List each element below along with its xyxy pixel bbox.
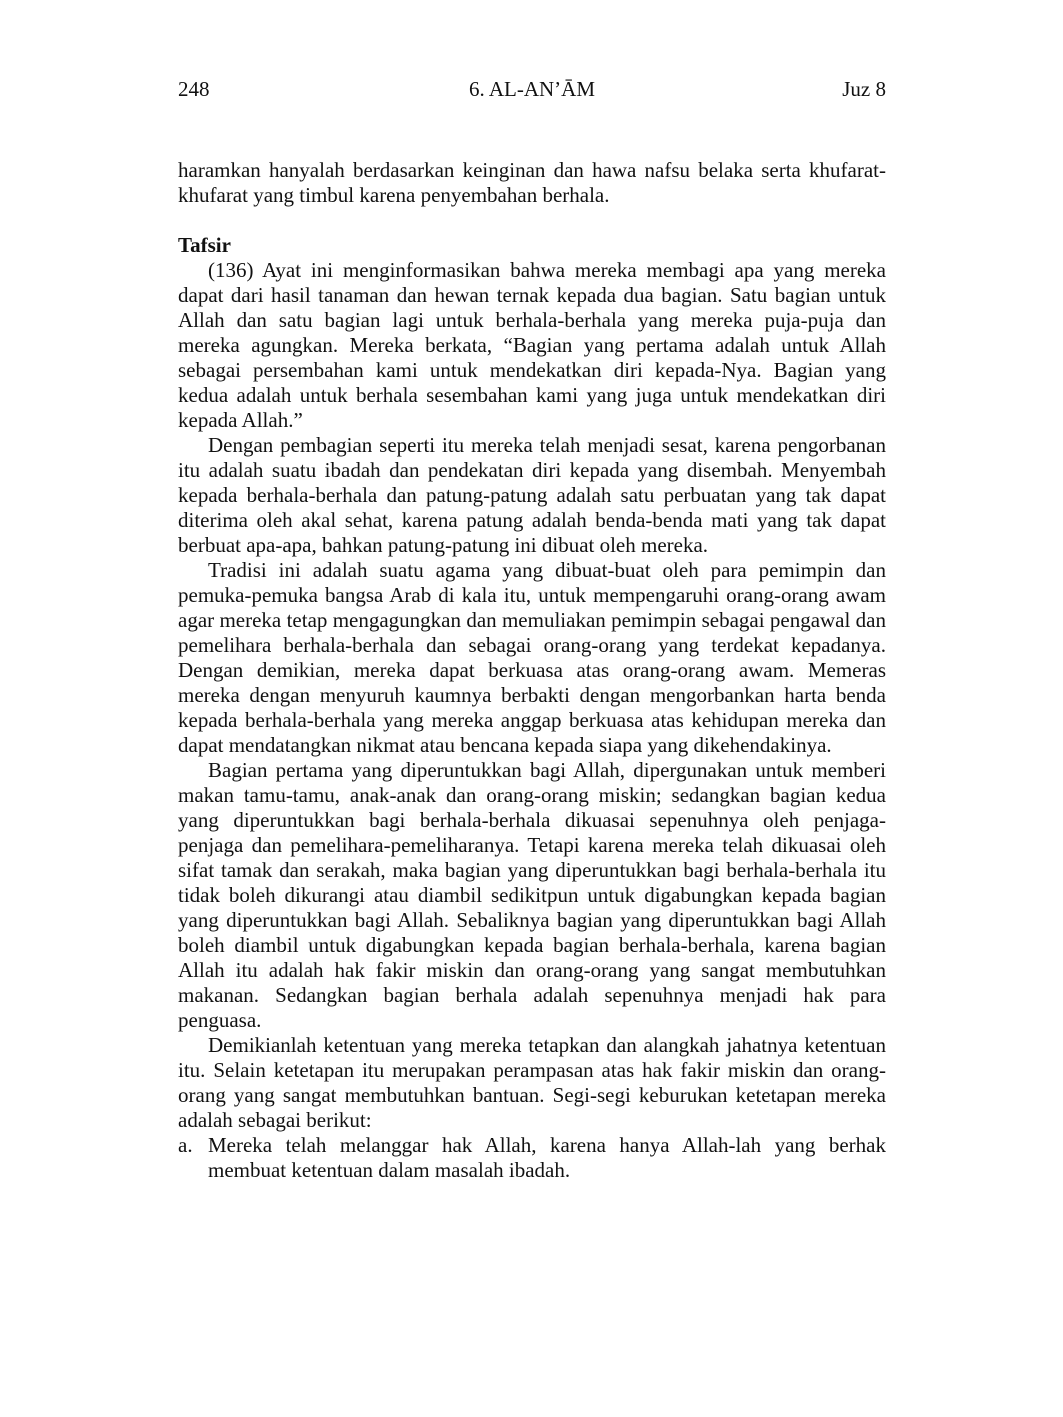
list-marker: a. bbox=[178, 1133, 193, 1157]
intro-paragraph: haramkan hanyalah berdasarkan keinginan dan hawa nafsu belaka serta khufarat-khufarat yang timbul karena penyembahan berhala. bbox=[178, 158, 886, 207]
juz-label: Juz 8 bbox=[842, 77, 886, 101]
paragraph-5: Demikianlah ketentuan yang mereka tetapkan dan alangkah jahatnya ketentuan itu. Selain ketetapan itu merupakan perampasan atas hak fakir miskin dan orang-orang yang sangat membutuhkan bantuan. Segi-segi keburukan ketetapan mereka adalah sebagai berikut: bbox=[178, 1033, 886, 1132]
paragraph-1: (136) Ayat ini menginformasikan bahwa mereka membagi apa yang mereka dapat dari hasil tanaman dan hewan ternak kepada dua bagian. Satu bagian untuk Allah dan satu bagian lagi untuk berhala-berhala yang mereka puja-puja dan mereka agungkan. Mereka berkata, “Bagian yang pertama adalah untuk Allah sebagai persembahan kami untuk mendekatkan diri kepada-Nya. Bagian yang kedua adalah untuk berhala sesembahan kami yang juga untuk mendekatkan diri kepada Allah.” bbox=[178, 258, 886, 432]
section-heading: Tafsir bbox=[178, 233, 231, 257]
body-text bbox=[178, 158, 886, 1183]
paragraph-3: Tradisi ini adalah suatu agama yang dibuat-buat oleh para pemimpin dan pemuka-pemuka bangsa Arab di kala itu, untuk mempengaruhi orang-orang awam agar mereka tetap mengagungkan dan memuliakan pemimpin sebagai pengawal dan pemelihara berhala-berhala dan sebagai orang-orang yang terdekat kepadanya. Dengan demikian, mereka dapat berkuasa atas orang-orang awam. Memeras mereka dengan menyuruh kaumnya berbakti dengan mengorbankan harta benda kepada berhala-berhala yang mereka anggap berkuasa atas kehidupan mereka dan dapat mendatangkan nikmat atau bencana kepada siapa yang dikehendakinya. bbox=[178, 558, 886, 757]
keburukan-list bbox=[178, 1133, 886, 1183]
page-number: 248 bbox=[178, 77, 210, 101]
list-item bbox=[178, 1133, 886, 1183]
list-item-text: Mereka telah melanggar hak Allah, karena hanya Allah-lah yang berhak membuat ketentuan dalam masalah ibadah. bbox=[208, 1133, 886, 1182]
running-header bbox=[178, 76, 886, 102]
paragraph-4: Bagian pertama yang diperuntukkan bagi Allah, dipergunakan untuk memberi makan tamu-tamu, anak-anak dan orang-orang miskin; sedangkan bagian kedua yang diperuntukkan bagi berhala-berhala dikuasai sepenuhnya oleh penjaga-penjaga dan pemelihara-pemeliharanya. Tetapi karena mereka telah dikuasai oleh sifat tamak dan serakah, maka bagian yang diperuntukkan bagi berhala-berhala itu tidak boleh dikurangi atau diambil sedikitpun untuk digabungkan kepada bagian yang diperuntukkan bagi Allah. Sebaliknya bagian yang diperuntukkan bagi Allah boleh diambil untuk digabungkan kepada bagian berhala-berhala, karena bagian Allah itu adalah hak fakir miskin dan orang-orang yang sangat membutuhkan makanan. Sedangkan bagian berhala adalah sepenuhnya menjadi hak para penguasa. bbox=[178, 758, 886, 1032]
paragraph-2: Dengan pembagian seperti itu mereka telah menjadi sesat, karena pengorbanan itu adalah suatu ibadah dan pendekatan diri kepada yang disembah. Menyembah kepada berhala-berhala dan patung-patung adalah satu perbuatan yang tak dapat diterima oleh akal sehat, karena patung adalah benda-benda mati yang tak dapat berbuat apa-apa, bahkan patung-patung ini dibuat oleh mereka. bbox=[178, 433, 886, 557]
chapter-title: 6. AL-AN’ĀM bbox=[469, 77, 595, 101]
document-page bbox=[178, 76, 886, 1183]
